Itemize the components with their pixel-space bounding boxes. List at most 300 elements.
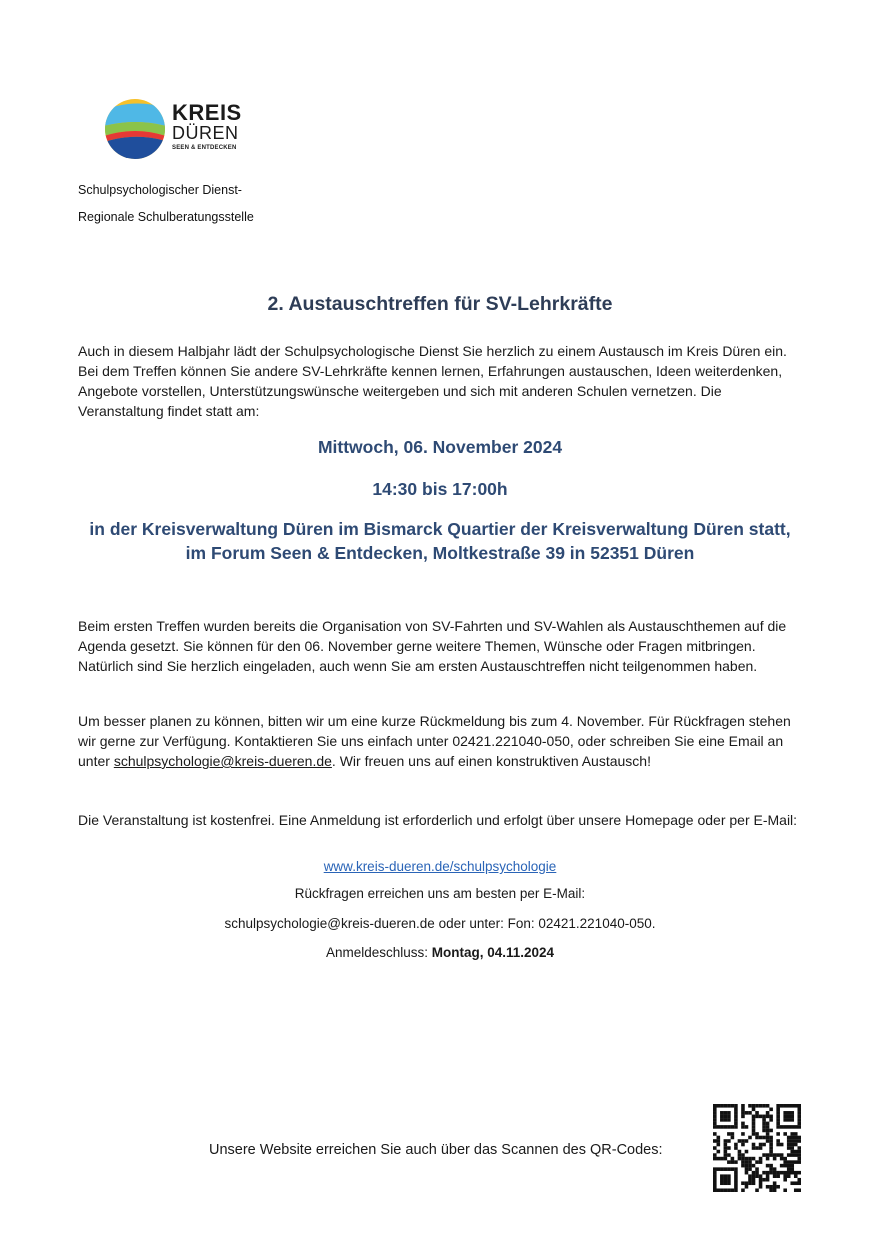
qr-module [713, 1125, 717, 1129]
qr-module [748, 1157, 752, 1161]
qr-module [773, 1171, 777, 1175]
logo-emblem-icon [104, 96, 166, 160]
qr-module [797, 1111, 801, 1115]
qr-module [776, 1132, 780, 1136]
qr-module [766, 1178, 770, 1182]
qr-module [734, 1171, 738, 1175]
qr-module [769, 1185, 773, 1189]
topics-paragraph: Beim ersten Treffen wurden bereits die Organisation von SV-Fahrten und SV-Wahlen als Austauschthemen auf die Agenda gesetzt. Sie können für den 06. November gerne weitere Themen, Wünsche oder Fragen mitbringen. Natürlich sind Sie herzlich eingeladen, auch wenn Sie am ersten Austauschtreffen nicht teilgenommen haben. [78, 618, 787, 674]
qr-module [797, 1178, 801, 1182]
qr-module [776, 1125, 780, 1129]
qr-module [769, 1150, 773, 1154]
qr-module [713, 1115, 717, 1119]
registration-deadline [0, 945, 880, 960]
qr-module [748, 1167, 752, 1171]
qr-module [752, 1125, 756, 1129]
qr-module [734, 1188, 738, 1192]
qr-module [755, 1171, 759, 1175]
qr-module [745, 1164, 749, 1168]
qr-module [797, 1118, 801, 1122]
qr-module [734, 1167, 738, 1171]
qr-module [727, 1115, 731, 1119]
qr-module [738, 1157, 742, 1161]
qr-module [752, 1122, 756, 1126]
planning-paragraph [78, 711, 808, 771]
qr-module [717, 1104, 721, 1108]
qr-module [741, 1122, 745, 1126]
qr-module [717, 1188, 721, 1192]
qr-module [745, 1181, 749, 1185]
qr-module [755, 1111, 759, 1115]
qr-module [713, 1132, 717, 1136]
qr-module [790, 1171, 794, 1175]
kreis-dueren-logo [104, 96, 244, 160]
qr-module [794, 1174, 798, 1178]
qr-module [745, 1167, 749, 1171]
qr-module [741, 1108, 745, 1112]
qr-module [773, 1157, 777, 1161]
qr-module [762, 1171, 766, 1175]
qr-module [734, 1108, 738, 1112]
qr-module [717, 1136, 721, 1140]
qr-module [752, 1115, 756, 1119]
qr-module [738, 1139, 742, 1143]
qr-module [794, 1104, 798, 1108]
qr-module [766, 1122, 770, 1126]
qr-module [787, 1143, 791, 1147]
qr-module [724, 1139, 728, 1143]
mail-phone-text: schulpsychologie@kreis-dueren.de oder unter: Fon: 02421.221040-050. [224, 916, 656, 931]
qr-module [752, 1181, 756, 1185]
event-location: in der Kreisverwaltung Düren im Bismarck Quartier der Kreisverwaltung Düren statt, im Forum Seen & Entdecken, Moltkestraße 39 in 52351 Düren [89, 519, 791, 563]
qr-module [752, 1178, 756, 1182]
qr-module [741, 1181, 745, 1185]
qr-module [790, 1143, 794, 1147]
qr-module [780, 1164, 784, 1168]
department-line1: Schulpsychologischer Dienst- [78, 183, 242, 197]
qr-module [748, 1160, 752, 1164]
qr-module [724, 1111, 728, 1115]
qr-module [783, 1160, 787, 1164]
qr-module [734, 1174, 738, 1178]
qr-module [727, 1167, 731, 1171]
qr-module [755, 1188, 759, 1192]
qr-module [734, 1104, 738, 1108]
qr-module [717, 1150, 721, 1154]
qr-module [766, 1125, 770, 1129]
qr-module [727, 1188, 731, 1192]
qr-module [724, 1115, 728, 1119]
qr-module [766, 1104, 770, 1108]
qr-module [769, 1171, 773, 1175]
qr-module [724, 1167, 728, 1171]
qr-module [790, 1136, 794, 1140]
qr-module [766, 1164, 770, 1168]
qr-module [713, 1146, 717, 1150]
qr-module [787, 1171, 791, 1175]
qr-module [783, 1157, 787, 1161]
qr-module [769, 1115, 773, 1119]
qr-module [741, 1139, 745, 1143]
qr-module [734, 1146, 738, 1150]
qr-module [794, 1171, 798, 1175]
qr-module [787, 1174, 791, 1178]
qr-module [755, 1174, 759, 1178]
qr-module [794, 1160, 798, 1164]
qr-module [769, 1139, 773, 1143]
qr-module [783, 1164, 787, 1168]
qr-module [794, 1188, 798, 1192]
qr-module [776, 1174, 780, 1178]
qr-module [720, 1125, 724, 1129]
qr-module [713, 1139, 717, 1143]
qr-module [797, 1157, 801, 1161]
qr-module [720, 1157, 724, 1161]
qr-module [773, 1167, 777, 1171]
qr-module [748, 1178, 752, 1182]
qr-module [766, 1157, 770, 1161]
qr-module [797, 1125, 801, 1129]
qr-module [783, 1174, 787, 1178]
qr-module [727, 1153, 731, 1157]
qr-module [752, 1129, 756, 1133]
qr-module [748, 1174, 752, 1178]
qr-module [762, 1104, 766, 1108]
qr-module [727, 1181, 731, 1185]
qr-module [790, 1146, 794, 1150]
qr-module [713, 1111, 717, 1115]
qr-module [713, 1118, 717, 1122]
qr-module [752, 1143, 756, 1147]
qr-module [731, 1157, 735, 1161]
qr-module [755, 1167, 759, 1171]
qr-module [776, 1111, 780, 1115]
page-title: 2. Austauschtreffen für SV-Lehrkräfte [267, 293, 613, 315]
qr-module [794, 1143, 798, 1147]
qr-module [790, 1139, 794, 1143]
email-link[interactable]: schulpsychologie@kreis-dueren.de [113, 753, 332, 769]
qr-module [766, 1171, 770, 1175]
qr-module [731, 1132, 735, 1136]
logo-line1: KREIS [172, 100, 242, 125]
qr-module [790, 1115, 794, 1119]
qr-module [787, 1164, 791, 1168]
qr-module [766, 1115, 770, 1119]
qr-module [787, 1139, 791, 1143]
qr-module [766, 1153, 770, 1157]
qr-module [731, 1104, 735, 1108]
qr-module [787, 1160, 791, 1164]
qr-module [720, 1111, 724, 1115]
qr-module [783, 1125, 787, 1129]
qr-module [787, 1136, 791, 1140]
qr-module [797, 1181, 801, 1185]
qr-module [713, 1167, 717, 1171]
qr-module [790, 1118, 794, 1122]
qr-module [720, 1118, 724, 1122]
qr-module [727, 1118, 731, 1122]
qr-module [720, 1104, 724, 1108]
qr-module [738, 1153, 742, 1157]
qr-module [780, 1143, 784, 1147]
qr-module [794, 1153, 798, 1157]
qr-module [720, 1115, 724, 1119]
qr-module [762, 1118, 766, 1122]
qr-module [720, 1188, 724, 1192]
qr-module [727, 1139, 731, 1143]
qr-module [734, 1178, 738, 1182]
qr-module [797, 1122, 801, 1126]
qr-module [783, 1118, 787, 1122]
qr-module [731, 1188, 735, 1192]
qr-module [741, 1104, 745, 1108]
qr-module [759, 1174, 763, 1178]
qr-module [713, 1178, 717, 1182]
qr-module [773, 1153, 777, 1157]
qr-module [766, 1174, 770, 1178]
qr-module [773, 1188, 777, 1192]
qr-module [797, 1160, 801, 1164]
qr-module [734, 1122, 738, 1126]
qr-module [776, 1153, 780, 1157]
qr-module [790, 1104, 794, 1108]
qr-module [745, 1157, 749, 1161]
qr-module [797, 1115, 801, 1119]
qr-module [762, 1143, 766, 1147]
qr-module [769, 1164, 773, 1168]
qr-module [713, 1157, 717, 1161]
qr-module [752, 1174, 756, 1178]
qr-module [748, 1104, 752, 1108]
qr-module [790, 1160, 794, 1164]
qr-module [794, 1181, 798, 1185]
qr-module [724, 1150, 728, 1154]
qr-module [790, 1150, 794, 1154]
qr-module [783, 1188, 787, 1192]
qr-module [783, 1115, 787, 1119]
qr-module [724, 1188, 728, 1192]
qr-module [794, 1139, 798, 1143]
qr-module [734, 1160, 738, 1164]
qr-module [766, 1129, 770, 1133]
qr-module [727, 1104, 731, 1108]
qr-module [762, 1115, 766, 1119]
qr-module [745, 1125, 749, 1129]
qr-module [724, 1104, 728, 1108]
qr-module [787, 1115, 791, 1119]
qr-module [752, 1104, 756, 1108]
qr-module [748, 1181, 752, 1185]
qr-module [790, 1164, 794, 1168]
qr-module [766, 1136, 770, 1140]
qr-module [759, 1115, 763, 1119]
qr-module [755, 1115, 759, 1119]
qr-module [748, 1111, 752, 1115]
qr-module [731, 1167, 735, 1171]
qr-module [741, 1111, 745, 1115]
qr-module [717, 1143, 721, 1147]
qr-module [755, 1104, 759, 1108]
qr-module [780, 1171, 784, 1175]
qr-module [790, 1111, 794, 1115]
qr-module [752, 1171, 756, 1175]
qr-module [762, 1122, 766, 1126]
qr-module [769, 1146, 773, 1150]
qr-module [776, 1185, 780, 1189]
qr-module [724, 1178, 728, 1182]
planning-text-before: Um besser planen zu können, bitten wir um eine kurze Rückmeldung bis zum 4. November. Für Rückfragen stehen wir gerne zur Verfügung. Kontaktieren Sie uns einfach unter 02421.221040-050, oder schreiben Sie eine Email an unter [78, 713, 791, 769]
qr-module [734, 1118, 738, 1122]
qr-module [731, 1136, 735, 1140]
qr-module [717, 1167, 721, 1171]
qr-module [762, 1129, 766, 1133]
qr-module [745, 1111, 749, 1115]
qr-module [741, 1115, 745, 1119]
qr-module [759, 1104, 763, 1108]
qr-module [769, 1118, 773, 1122]
planning-text-after: . Wir freuen uns auf einen konstruktiven Austausch! [331, 753, 651, 769]
qr-module [713, 1185, 717, 1189]
qr-module [752, 1164, 756, 1168]
qr-module [787, 1104, 791, 1108]
qr-module [720, 1178, 724, 1182]
qr-module [776, 1118, 780, 1122]
qr-module [720, 1174, 724, 1178]
qr-module [780, 1157, 784, 1161]
qr-module [790, 1181, 794, 1185]
qr-module [766, 1139, 770, 1143]
qr-module [769, 1153, 773, 1157]
qr-module [752, 1118, 756, 1122]
qr-module [790, 1132, 794, 1136]
qr-module [727, 1160, 731, 1164]
qr-module [734, 1143, 738, 1147]
qr-module [797, 1188, 801, 1192]
qr-module [741, 1143, 745, 1147]
qr-module [769, 1136, 773, 1140]
qr-module [797, 1108, 801, 1112]
qr-module [787, 1125, 791, 1129]
qr-module [773, 1185, 777, 1189]
qr-module [783, 1132, 787, 1136]
qr-module [787, 1111, 791, 1115]
qr-module [783, 1171, 787, 1175]
qr-module [727, 1125, 731, 1129]
qr-module [776, 1143, 780, 1147]
qr-module [752, 1108, 756, 1112]
qr-module [748, 1164, 752, 1168]
deadline-label: Anmeldeschluss: [325, 945, 432, 960]
qr-module [769, 1188, 773, 1192]
qr-module [797, 1171, 801, 1175]
qr-module [769, 1167, 773, 1171]
qr-module [741, 1164, 745, 1168]
qr-module [766, 1111, 770, 1115]
qr-module [724, 1143, 728, 1147]
event-date: Mittwoch, 06. November 2024 [317, 437, 563, 457]
qr-module [734, 1125, 738, 1129]
qr-module [759, 1185, 763, 1189]
qr-module [720, 1181, 724, 1185]
qr-module [776, 1122, 780, 1126]
qr-module [752, 1157, 756, 1161]
qr-module [724, 1146, 728, 1150]
qr-code-icon[interactable] [713, 1104, 801, 1192]
qr-module [731, 1125, 735, 1129]
qr-module [713, 1122, 717, 1126]
intro-paragraph: Auch in diesem Halbjahr lädt der Schulpsychologische Dienst Sie herzlich zu einem Austausch im Kreis Düren ein. Bei dem Treffen können Sie andere SV-Lehrkräfte kennen lernen, Erfahrungen austauschen, Ideen weiterdenken, Angebote vorstellen, Unterstützungswünsche weitergeben und sich mit anderen Schulen vernetzen. Die Veranstaltung findet statt am: [78, 343, 787, 419]
qr-module [787, 1146, 791, 1150]
qr-module [727, 1132, 731, 1136]
qr-module [766, 1132, 770, 1136]
qr-module [724, 1118, 728, 1122]
qr-module [797, 1153, 801, 1157]
qr-module [759, 1136, 763, 1140]
logo-line2: DÜREN [172, 123, 239, 143]
qr-module [780, 1153, 784, 1157]
qr-module [776, 1171, 780, 1175]
qr-module [734, 1181, 738, 1185]
qr-module [759, 1160, 763, 1164]
qr-module [759, 1178, 763, 1182]
qr-module [734, 1111, 738, 1115]
qr-module [724, 1157, 728, 1161]
qr-module [713, 1108, 717, 1112]
questions-text: Rückfragen erreichen uns am besten per E-Mail: [294, 886, 586, 901]
qr-module [741, 1153, 745, 1157]
qr-module [734, 1115, 738, 1119]
qr-module [741, 1188, 745, 1192]
qr-module [773, 1181, 777, 1185]
qr-module [727, 1146, 731, 1150]
qr-module [783, 1111, 787, 1115]
qr-module [741, 1132, 745, 1136]
qr-module [745, 1185, 749, 1189]
deadline-value: Montag, 04.11.2024 [431, 945, 555, 960]
event-time: 14:30 bis 17:00h [372, 479, 508, 499]
qr-module [783, 1178, 787, 1182]
qr-module [759, 1181, 763, 1185]
qr-module [759, 1146, 763, 1150]
qr-module [790, 1125, 794, 1129]
qr-module [773, 1174, 777, 1178]
qr-module [745, 1139, 749, 1143]
qr-module [766, 1185, 770, 1189]
qr-module [759, 1143, 763, 1147]
qr-module [720, 1167, 724, 1171]
registration-paragraph: Die Veranstaltung ist kostenfrei. Eine Anmeldung ist erforderlich und erfolgt über unsere Homepage oder per E-Mail: [78, 812, 798, 828]
qr-module [713, 1181, 717, 1185]
qr-module [797, 1104, 801, 1108]
qr-module [787, 1118, 791, 1122]
qr-module [794, 1132, 798, 1136]
qr-module [790, 1167, 794, 1171]
qr-module [755, 1132, 759, 1136]
qr-module [745, 1171, 749, 1175]
qr-module [741, 1125, 745, 1129]
qr-module [724, 1181, 728, 1185]
qr-module [759, 1157, 763, 1161]
qr-module [734, 1185, 738, 1189]
qr-module [797, 1136, 801, 1140]
qr-module [755, 1146, 759, 1150]
qr-module [769, 1108, 773, 1112]
website-link[interactable]: www.kreis-dueren.de/schulpsychologie [323, 859, 557, 874]
qr-module [794, 1125, 798, 1129]
qr-module [745, 1150, 749, 1154]
qr-module [762, 1153, 766, 1157]
qr-module [713, 1188, 717, 1192]
